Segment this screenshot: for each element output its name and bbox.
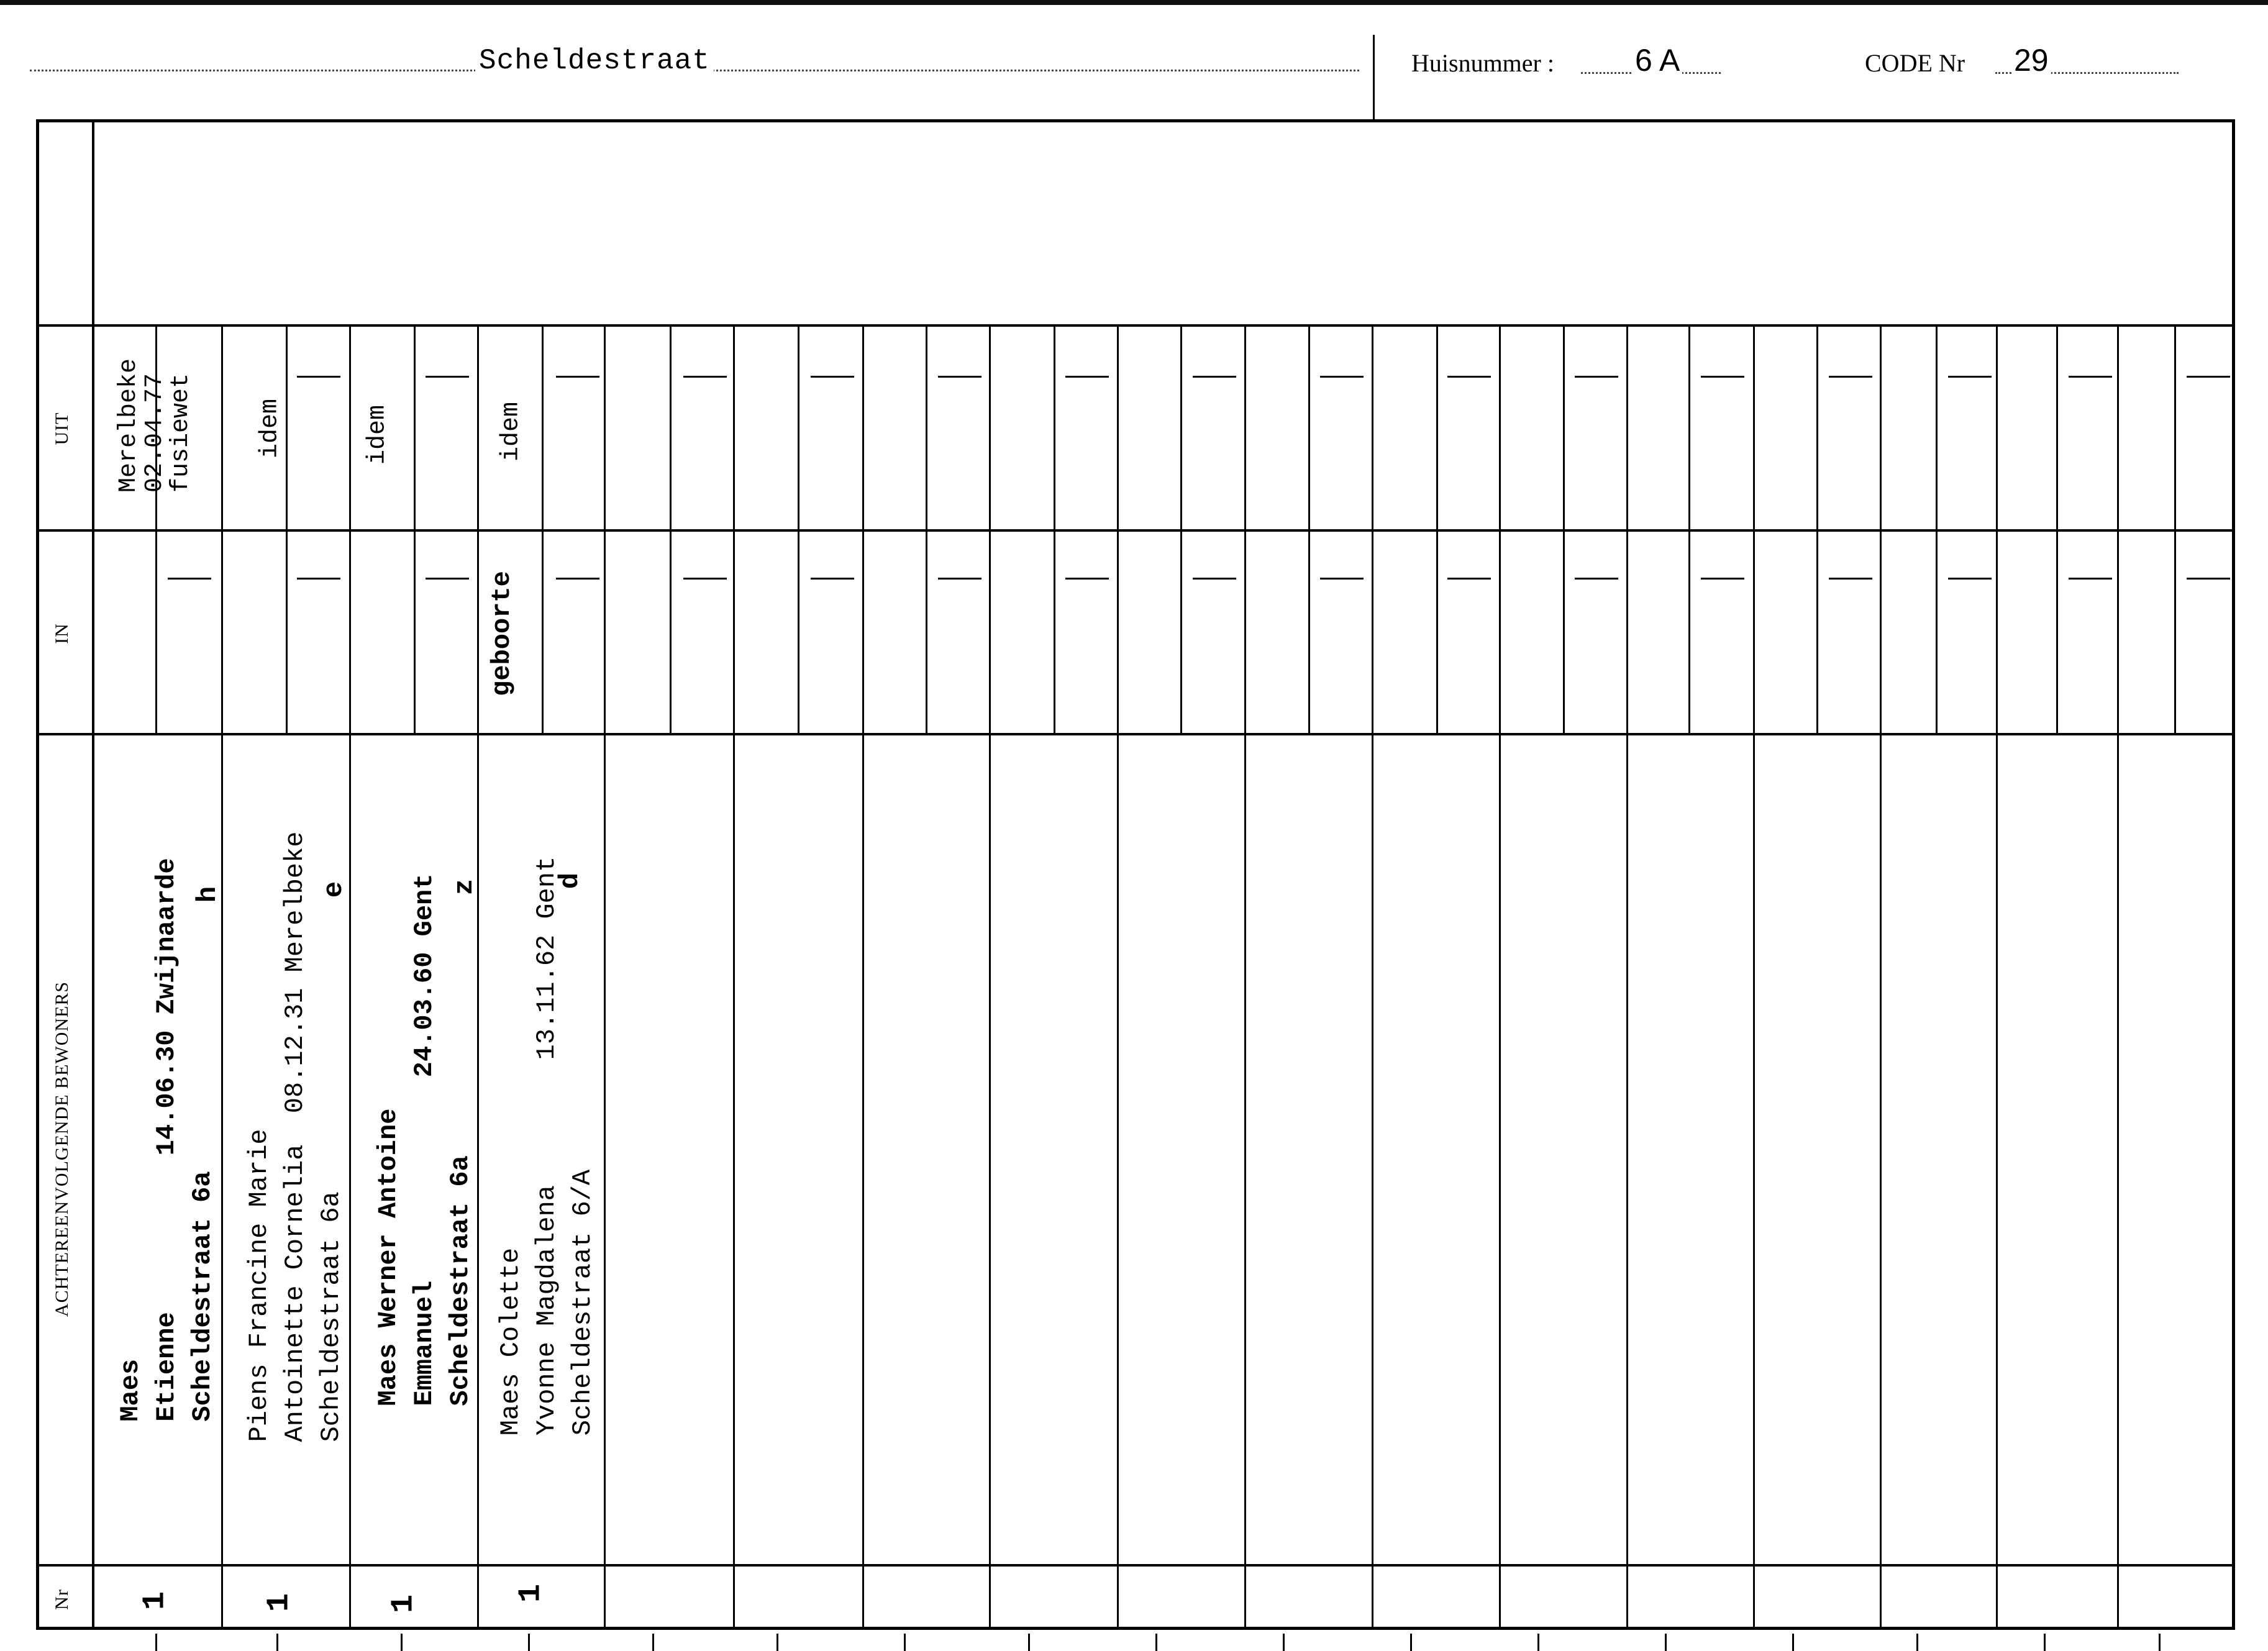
row-separator-in xyxy=(39,529,2233,532)
bottom-tick xyxy=(1916,1634,1918,1651)
half-column-line xyxy=(1563,325,1565,734)
column-line xyxy=(989,325,991,1630)
in-dash xyxy=(811,578,854,580)
uit-dash xyxy=(1193,376,1236,378)
huisnummer-label: Huisnummer : xyxy=(1411,49,1554,77)
entry-2-uit: idem xyxy=(256,398,285,459)
entry-1-nr: 1 xyxy=(137,1591,173,1611)
in-dash xyxy=(1320,578,1364,580)
entry-4-bewoner-line-1: Maes Colette xyxy=(496,1247,526,1436)
uit-dash xyxy=(1948,376,1992,378)
half-column-line xyxy=(1436,325,1438,734)
uit-dash xyxy=(2187,376,2230,378)
bottom-tick xyxy=(276,1634,278,1651)
entry-3-bewoner-line-1: Maes Werner Antoine xyxy=(373,1108,403,1406)
header-divider xyxy=(1373,35,1375,119)
entry-4-bewoner-line-3: Scheldestraat 6/A xyxy=(568,1169,598,1436)
entry-3-bewoner-line-2: Emmanuel 24.03.60 Gent xyxy=(409,873,439,1406)
entry-4-uit: idem xyxy=(497,401,526,462)
bottom-tick xyxy=(401,1634,403,1651)
entry-1-bewoner xyxy=(112,858,221,1421)
entry-2-bewoner-line-2: Antoinette Cornelia 08.12.31 Merelbeke xyxy=(280,831,310,1442)
half-column-line xyxy=(286,325,288,734)
column-line xyxy=(2117,325,2119,1630)
label-column-divider xyxy=(92,122,94,1630)
code-label: CODE Nr xyxy=(1865,49,1965,77)
bottom-tick xyxy=(1155,1634,1157,1651)
entry-4-bewoner-line-2: Yvonne Magdalena 13.11.62 Gent xyxy=(532,856,562,1436)
register-frame xyxy=(36,119,2235,1630)
bottom-tick xyxy=(1792,1634,1794,1651)
entry-1-uit-line-3: fusiewet xyxy=(167,373,195,493)
bottom-tick xyxy=(2159,1634,2161,1651)
bottom-tick xyxy=(1028,1634,1030,1651)
column-line xyxy=(349,325,351,1630)
in-dash xyxy=(2187,578,2230,580)
half-column-line xyxy=(2056,325,2058,734)
in-dash xyxy=(2069,578,2112,580)
in-dash xyxy=(1447,578,1491,580)
column-line xyxy=(604,325,606,1630)
in-dash xyxy=(1701,578,1744,580)
bottom-tick xyxy=(1410,1634,1412,1651)
half-column-line xyxy=(1054,325,1055,734)
half-column-line xyxy=(542,325,544,734)
in-dash xyxy=(1948,578,1992,580)
half-column-line xyxy=(1688,325,1690,734)
half-column-line xyxy=(926,325,927,734)
half-column-line xyxy=(414,325,416,734)
column-line xyxy=(1880,325,1882,1630)
entry-4-in: geboorte xyxy=(487,571,517,696)
column-line xyxy=(1499,325,1501,1630)
uit-dash xyxy=(1575,376,1618,378)
entry-2-bewoner-line-3: Scheldestraat 6a xyxy=(316,1191,346,1442)
entry-4-bewoner xyxy=(493,857,601,1436)
half-column-line xyxy=(1180,325,1182,734)
uit-dash xyxy=(811,376,854,378)
in-dash xyxy=(1829,578,1872,580)
entry-2-bewoner-line-1: Piens Francine Marie xyxy=(244,1129,274,1442)
row-separator-uit xyxy=(39,324,2233,327)
code-value: 29 xyxy=(2011,42,2051,78)
column-line xyxy=(1117,325,1119,1630)
bottom-tick xyxy=(904,1634,906,1651)
row-label-in: IN xyxy=(52,623,72,644)
entry-3-bewoner xyxy=(370,874,478,1406)
half-column-line xyxy=(798,325,799,734)
street-name: Scheldestraat xyxy=(475,45,714,77)
uit-dash xyxy=(683,376,727,378)
bottom-tick xyxy=(1665,1634,1667,1651)
entry-1-uit xyxy=(116,358,194,493)
entry-3-uit: idem xyxy=(363,404,392,465)
column-line xyxy=(1626,325,1628,1630)
uit-dash xyxy=(1320,376,1364,378)
column-line xyxy=(862,325,864,1630)
uit-dash xyxy=(1701,376,1744,378)
row-separator-nr xyxy=(39,1564,2233,1567)
bottom-tick xyxy=(652,1634,654,1651)
entry-1-bewoner-line-1: Maes xyxy=(116,1358,145,1422)
uit-dash xyxy=(1829,376,1872,378)
uit-dash xyxy=(2069,376,2112,378)
entry-1-bewoner-line-2: Etienne 14.06.30 Zwijnaarde xyxy=(152,858,181,1422)
entry-2-bewoner xyxy=(241,832,349,1442)
bottom-tick xyxy=(1283,1634,1285,1651)
in-dash xyxy=(1193,578,1236,580)
entry-2-nr: 1 xyxy=(262,1593,298,1612)
entry-2-mark: e xyxy=(319,881,350,898)
uit-dash xyxy=(1065,376,1109,378)
row-separator-bewoners xyxy=(39,733,2233,735)
in-dash xyxy=(297,578,340,580)
top-border xyxy=(0,0,2268,5)
in-dash xyxy=(426,578,469,580)
entry-4-mark: d xyxy=(555,872,586,889)
entry-4-nr: 1 xyxy=(513,1583,549,1603)
entry-1-uit-line-1: Merelbeke xyxy=(115,358,143,493)
bottom-tick xyxy=(155,1634,157,1651)
row-label-bewoners: ACHTEREENVOLGENDE BEWONERS xyxy=(52,981,72,1317)
entry-1-mark: h xyxy=(193,886,224,903)
in-dash xyxy=(938,578,981,580)
bottom-tick xyxy=(2044,1634,2046,1651)
entry-3-bewoner-line-3: Scheldestraat 6a xyxy=(445,1155,475,1406)
bottom-tick xyxy=(776,1634,778,1651)
row-label-nr: Nr xyxy=(52,1589,72,1610)
uit-dash xyxy=(938,376,981,378)
column-line xyxy=(1372,325,1373,1630)
uit-dash xyxy=(1447,376,1491,378)
half-column-line xyxy=(670,325,672,734)
entry-1-bewoner-line-3: Scheldestraat 6a xyxy=(188,1171,217,1422)
in-dash xyxy=(168,578,211,580)
column-line xyxy=(1996,325,1998,1630)
huisnummer-value: 6 A xyxy=(1633,42,1682,78)
half-column-line xyxy=(1308,325,1310,734)
row-label-uit: UIT xyxy=(52,412,72,445)
bottom-tick xyxy=(1537,1634,1539,1651)
uit-dash xyxy=(426,376,469,378)
bottom-tick xyxy=(528,1634,530,1651)
entry-3-mark: z xyxy=(449,878,480,896)
in-dash xyxy=(1065,578,1109,580)
uit-dash xyxy=(297,376,340,378)
column-line xyxy=(733,325,735,1630)
in-dash xyxy=(1575,578,1618,580)
entry-1-uit-line-2: 02.04.77 xyxy=(141,373,169,493)
half-column-line xyxy=(1816,325,1818,734)
uit-dash xyxy=(556,376,599,378)
in-dash xyxy=(556,578,599,580)
column-line xyxy=(1753,325,1755,1630)
half-column-line xyxy=(2174,325,2176,734)
column-line xyxy=(1244,325,1246,1630)
entry-3-nr: 1 xyxy=(386,1594,422,1614)
half-column-line xyxy=(1936,325,1938,734)
column-line xyxy=(221,325,223,1630)
in-dash xyxy=(683,578,727,580)
